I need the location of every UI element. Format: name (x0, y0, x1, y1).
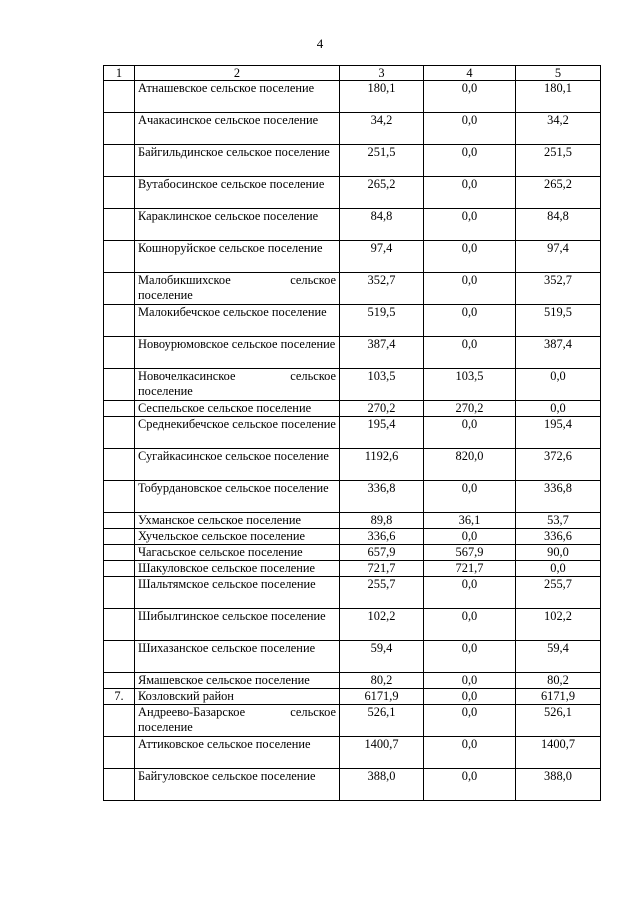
value-col4: 0,0 (424, 145, 516, 177)
settlement-name: Атнашевское сельское поселение (135, 81, 340, 113)
settlement-name: Сеспельское сельское поселение (135, 401, 340, 417)
table-row (104, 177, 601, 209)
settlement-name: Ачакасинское сельское поселение (135, 113, 340, 145)
value-col4: 0,0 (424, 641, 516, 673)
value-col5: 34,2 (516, 113, 601, 145)
value-col4: 0,0 (424, 417, 516, 449)
settlement-name: Чагасьское сельское поселение (135, 545, 340, 561)
value-col3: 352,7 (340, 273, 424, 305)
value-col3: 388,0 (340, 769, 424, 801)
value-col5: 90,0 (516, 545, 601, 561)
value-col5: 372,6 (516, 449, 601, 481)
row-number (104, 705, 135, 737)
value-col3: 6171,9 (340, 689, 424, 705)
value-col4: 0,0 (424, 177, 516, 209)
settlement-name: Тобурдановское сельское поселение (135, 481, 340, 513)
value-col3: 84,8 (340, 209, 424, 241)
settlement-name: Андреево-Базарское сельское поселение (135, 705, 340, 737)
value-col3: 721,7 (340, 561, 424, 577)
settlement-name: Байгильдинское сельское поселение (135, 145, 340, 177)
value-col3: 195,4 (340, 417, 424, 449)
row-number (104, 529, 135, 545)
value-col4: 0,0 (424, 305, 516, 337)
column-header: 3 (340, 66, 424, 81)
value-col5: 80,2 (516, 673, 601, 689)
value-col5: 265,2 (516, 177, 601, 209)
row-number (104, 401, 135, 417)
settlement-name: Аттиковское сельское поселение (135, 737, 340, 769)
table-row (104, 769, 601, 801)
row-number (104, 449, 135, 481)
value-col5: 526,1 (516, 705, 601, 737)
table-row (104, 513, 601, 529)
settlement-name: Сугайкасинское сельское поселение (135, 449, 340, 481)
value-col3: 265,2 (340, 177, 424, 209)
value-col4: 0,0 (424, 609, 516, 641)
value-col4: 0,0 (424, 673, 516, 689)
table-row (104, 305, 601, 337)
settlement-name: Шальтямское сельское поселение (135, 577, 340, 609)
value-col3: 89,8 (340, 513, 424, 529)
settlement-name: Караклинское сельское поселение (135, 209, 340, 241)
table-row (104, 369, 601, 401)
value-col5: 195,4 (516, 417, 601, 449)
table-row (104, 145, 601, 177)
value-col4: 0,0 (424, 577, 516, 609)
settlement-name: Новоурюмовское сельское поселение (135, 337, 340, 369)
row-number (104, 145, 135, 177)
value-col4: 36,1 (424, 513, 516, 529)
value-col4: 103,5 (424, 369, 516, 401)
table-row (104, 705, 601, 737)
row-number (104, 609, 135, 641)
value-col4: 567,9 (424, 545, 516, 561)
value-col3: 526,1 (340, 705, 424, 737)
value-col4: 820,0 (424, 449, 516, 481)
value-col4: 0,0 (424, 81, 516, 113)
value-col5: 53,7 (516, 513, 601, 529)
value-col3: 270,2 (340, 401, 424, 417)
table-row (104, 641, 601, 673)
value-col5: 97,4 (516, 241, 601, 273)
value-col3: 59,4 (340, 641, 424, 673)
row-number: 7. (104, 689, 135, 705)
value-col4: 0,0 (424, 737, 516, 769)
table-row (104, 81, 601, 113)
row-number (104, 481, 135, 513)
row-number (104, 209, 135, 241)
value-col4: 270,2 (424, 401, 516, 417)
table-row (104, 209, 601, 241)
settlement-name: Среднекибечское сельское поселение (135, 417, 340, 449)
value-col5: 352,7 (516, 273, 601, 305)
table-row (104, 673, 601, 689)
row-number (104, 369, 135, 401)
value-col4: 0,0 (424, 273, 516, 305)
row-number (104, 769, 135, 801)
table-row (104, 529, 601, 545)
value-col5: 180,1 (516, 81, 601, 113)
value-col5: 255,7 (516, 577, 601, 609)
value-col3: 657,9 (340, 545, 424, 561)
column-header: 5 (516, 66, 601, 81)
value-col5: 519,5 (516, 305, 601, 337)
value-col4: 0,0 (424, 705, 516, 737)
value-col5: 0,0 (516, 369, 601, 401)
table-row (104, 689, 601, 705)
table-row (104, 337, 601, 369)
table-row (104, 561, 601, 577)
value-col3: 180,1 (340, 81, 424, 113)
settlement-name: Малокибечское сельское поселение (135, 305, 340, 337)
value-col5: 59,4 (516, 641, 601, 673)
value-col3: 1400,7 (340, 737, 424, 769)
table-row (104, 449, 601, 481)
row-number (104, 337, 135, 369)
settlement-name: Байгуловское сельское поселение (135, 769, 340, 801)
row-number (104, 561, 135, 577)
value-col5: 102,2 (516, 609, 601, 641)
value-col3: 34,2 (340, 113, 424, 145)
row-number (104, 417, 135, 449)
value-col4: 0,0 (424, 113, 516, 145)
value-col5: 0,0 (516, 401, 601, 417)
column-header: 1 (104, 66, 135, 81)
value-col3: 80,2 (340, 673, 424, 689)
value-col3: 102,2 (340, 609, 424, 641)
settlement-name: Хучельское сельское поселение (135, 529, 340, 545)
column-header: 2 (135, 66, 340, 81)
settlement-name: Шакуловское сельское поселение (135, 561, 340, 577)
row-number (104, 81, 135, 113)
row-number (104, 113, 135, 145)
value-col5: 251,5 (516, 145, 601, 177)
settlement-name: Ямашевское сельское поселение (135, 673, 340, 689)
value-col4: 0,0 (424, 241, 516, 273)
value-col5: 336,6 (516, 529, 601, 545)
value-col4: 0,0 (424, 337, 516, 369)
header-row (104, 66, 601, 81)
row-number (104, 241, 135, 273)
row-number (104, 577, 135, 609)
value-col3: 1192,6 (340, 449, 424, 481)
value-col3: 387,4 (340, 337, 424, 369)
settlement-name: Новочелкасинское сельское поселение (135, 369, 340, 401)
row-number (104, 673, 135, 689)
value-col4: 0,0 (424, 481, 516, 513)
value-col3: 97,4 (340, 241, 424, 273)
table-row (104, 113, 601, 145)
value-col5: 1400,7 (516, 737, 601, 769)
table-row (104, 481, 601, 513)
value-col4: 0,0 (424, 529, 516, 545)
row-number (104, 737, 135, 769)
value-col3: 103,5 (340, 369, 424, 401)
value-col4: 0,0 (424, 689, 516, 705)
value-col3: 251,5 (340, 145, 424, 177)
table-row (104, 545, 601, 561)
settlement-name: Козловский район (135, 689, 340, 705)
value-col5: 84,8 (516, 209, 601, 241)
budget-table (103, 65, 601, 801)
settlement-name: Шибылгинское сельское поселение (135, 609, 340, 641)
value-col4: 0,0 (424, 209, 516, 241)
settlement-name: Малобикшихское сельское поселение (135, 273, 340, 305)
settlement-name: Ухманское сельское поселение (135, 513, 340, 529)
table-row (104, 609, 601, 641)
value-col5: 387,4 (516, 337, 601, 369)
table-row (104, 273, 601, 305)
settlement-name: Кошноруйское сельское поселение (135, 241, 340, 273)
value-col5: 0,0 (516, 561, 601, 577)
value-col5: 388,0 (516, 769, 601, 801)
row-number (104, 177, 135, 209)
row-number (104, 545, 135, 561)
value-col3: 519,5 (340, 305, 424, 337)
value-col5: 336,8 (516, 481, 601, 513)
value-col5: 6171,9 (516, 689, 601, 705)
settlement-name: Шихазанское сельское поселение (135, 641, 340, 673)
value-col4: 721,7 (424, 561, 516, 577)
table-row (104, 241, 601, 273)
value-col3: 336,8 (340, 481, 424, 513)
table-row (104, 401, 601, 417)
table-row (104, 737, 601, 769)
row-number (104, 513, 135, 529)
row-number (104, 305, 135, 337)
row-number (104, 641, 135, 673)
page-number: 4 (316, 36, 324, 51)
column-header: 4 (424, 66, 516, 81)
value-col3: 255,7 (340, 577, 424, 609)
row-number (104, 273, 135, 305)
value-col4: 0,0 (424, 769, 516, 801)
settlement-name: Вутабосинское сельское поселение (135, 177, 340, 209)
table-row (104, 577, 601, 609)
table-row (104, 417, 601, 449)
value-col3: 336,6 (340, 529, 424, 545)
